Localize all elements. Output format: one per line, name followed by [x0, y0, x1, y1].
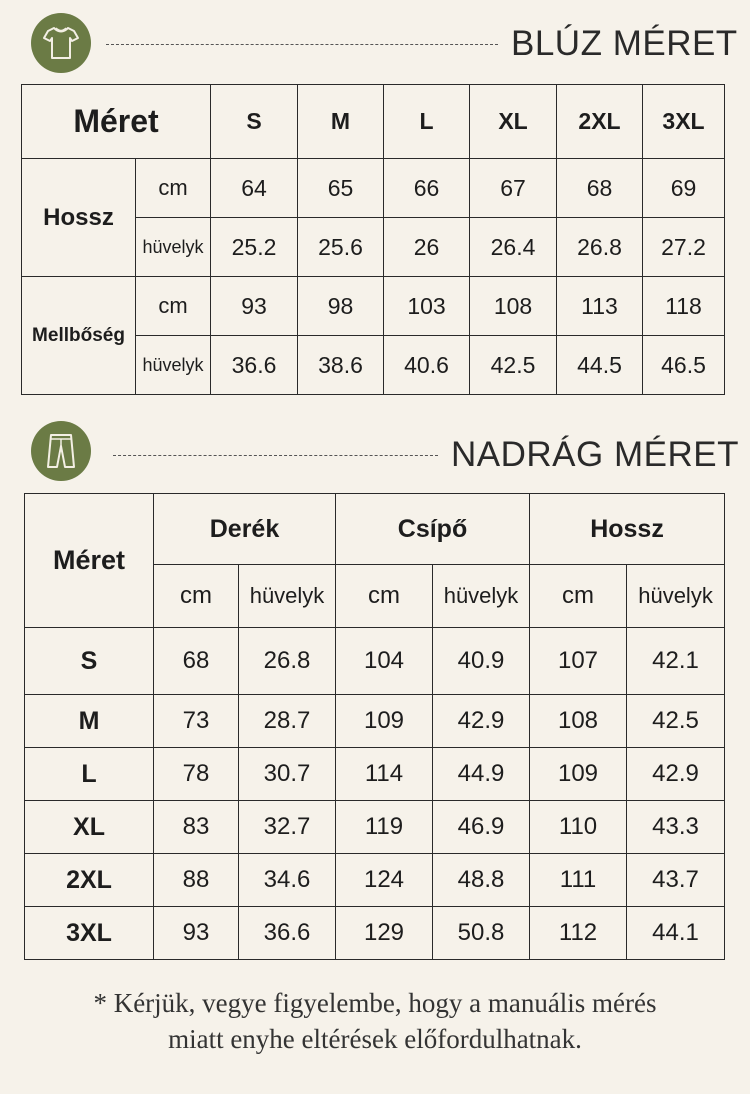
- table-row: [25, 854, 725, 907]
- group-length: Hossz: [530, 494, 725, 565]
- size-label: M: [25, 695, 154, 748]
- table-cell: 129: [336, 907, 433, 960]
- size-header: 2XL: [557, 85, 643, 159]
- size-label: S: [25, 628, 154, 695]
- table-cell: 73: [154, 695, 239, 748]
- blouse-size-table: [21, 84, 725, 395]
- table-cell: 26.8: [557, 218, 643, 277]
- table-cell: 42.9: [627, 748, 725, 801]
- group-hip: Csípő: [336, 494, 530, 565]
- note-line-2: miatt enyhe eltérések előfordulhatnak.: [168, 1024, 582, 1054]
- table-cell: 43.3: [627, 801, 725, 854]
- header-size-label: Méret: [22, 85, 211, 159]
- table-cell: 28.7: [239, 695, 336, 748]
- table-cell: 48.8: [433, 854, 530, 907]
- tshirt-icon: [31, 13, 91, 73]
- table-cell: 67: [470, 159, 557, 218]
- table-cell: 107: [530, 628, 627, 695]
- table-cell: 113: [557, 277, 643, 336]
- table-cell: 26.4: [470, 218, 557, 277]
- table-cell: 69: [643, 159, 725, 218]
- size-header: 3XL: [643, 85, 725, 159]
- measurement-note: [0, 985, 750, 1057]
- table-cell: 78: [154, 748, 239, 801]
- table-cell: 114: [336, 748, 433, 801]
- table-cell: 109: [530, 748, 627, 801]
- unit-inch: hüvelyk: [627, 565, 725, 628]
- table-cell: 98: [298, 277, 384, 336]
- table-cell: 110: [530, 801, 627, 854]
- table-cell: 46.5: [643, 336, 725, 395]
- title-divider: [106, 44, 498, 45]
- table-cell: 25.6: [298, 218, 384, 277]
- table-cell: 40.9: [433, 628, 530, 695]
- table-cell: 44.1: [627, 907, 725, 960]
- table-cell: 42.5: [470, 336, 557, 395]
- table-row: [25, 695, 725, 748]
- unit-cm: cm: [530, 565, 627, 628]
- size-label: 3XL: [25, 907, 154, 960]
- row-label-length: Hossz: [22, 159, 136, 277]
- unit-cm: cm: [154, 565, 239, 628]
- table-cell: 119: [336, 801, 433, 854]
- table-cell: 43.7: [627, 854, 725, 907]
- table-cell: 103: [384, 277, 470, 336]
- table-cell: 42.5: [627, 695, 725, 748]
- size-label: XL: [25, 801, 154, 854]
- table-cell: 30.7: [239, 748, 336, 801]
- table-cell: 42.1: [627, 628, 725, 695]
- table-cell: 118: [643, 277, 725, 336]
- table-cell: 108: [470, 277, 557, 336]
- table-cell: 68: [557, 159, 643, 218]
- table-cell: 108: [530, 695, 627, 748]
- pants-title: NADRÁG MÉRET: [451, 435, 739, 474]
- table-cell: 26.8: [239, 628, 336, 695]
- table-cell: 64: [211, 159, 298, 218]
- pants-icon: [31, 421, 91, 481]
- title-divider: [113, 455, 438, 456]
- table-cell: 50.8: [433, 907, 530, 960]
- table-cell: 40.6: [384, 336, 470, 395]
- table-cell: 65: [298, 159, 384, 218]
- table-cell: 112: [530, 907, 627, 960]
- table-cell: 88: [154, 854, 239, 907]
- unit-cm: cm: [336, 565, 433, 628]
- table-row: [25, 748, 725, 801]
- size-header: S: [211, 85, 298, 159]
- table-cell: 32.7: [239, 801, 336, 854]
- table-cell: 38.6: [298, 336, 384, 395]
- table-cell: 66: [384, 159, 470, 218]
- unit-inch: hüvelyk: [136, 336, 211, 395]
- table-cell: 109: [336, 695, 433, 748]
- blouse-title: BLÚZ MÉRET: [511, 24, 738, 63]
- size-header: L: [384, 85, 470, 159]
- size-header: XL: [470, 85, 557, 159]
- table-cell: 46.9: [433, 801, 530, 854]
- table-cell: 93: [211, 277, 298, 336]
- table-cell: 27.2: [643, 218, 725, 277]
- table-row: [25, 628, 725, 695]
- table-cell: 104: [336, 628, 433, 695]
- unit-cm: cm: [136, 159, 211, 218]
- table-cell: 36.6: [211, 336, 298, 395]
- table-cell: 68: [154, 628, 239, 695]
- table-cell: 25.2: [211, 218, 298, 277]
- table-cell: 26: [384, 218, 470, 277]
- group-waist: Derék: [154, 494, 336, 565]
- table-row: [25, 907, 725, 960]
- note-line-1: * Kérjük, vegye figyelembe, hogy a manuális mérés: [93, 988, 657, 1018]
- table-cell: 42.9: [433, 695, 530, 748]
- table-cell: 44.9: [433, 748, 530, 801]
- unit-inch: hüvelyk: [239, 565, 336, 628]
- table-cell: 44.5: [557, 336, 643, 395]
- table-cell: 124: [336, 854, 433, 907]
- table-cell: 83: [154, 801, 239, 854]
- row-label-bust: Mellbőség: [22, 277, 136, 395]
- size-label: L: [25, 748, 154, 801]
- size-label: 2XL: [25, 854, 154, 907]
- table-cell: 36.6: [239, 907, 336, 960]
- unit-cm: cm: [136, 277, 211, 336]
- table-row: [25, 801, 725, 854]
- table-cell: 34.6: [239, 854, 336, 907]
- unit-inch: hüvelyk: [136, 218, 211, 277]
- table-cell: 93: [154, 907, 239, 960]
- table-cell: 111: [530, 854, 627, 907]
- pants-size-table: [24, 493, 725, 960]
- size-header: M: [298, 85, 384, 159]
- header-size-label: Méret: [25, 494, 154, 628]
- unit-inch: hüvelyk: [433, 565, 530, 628]
